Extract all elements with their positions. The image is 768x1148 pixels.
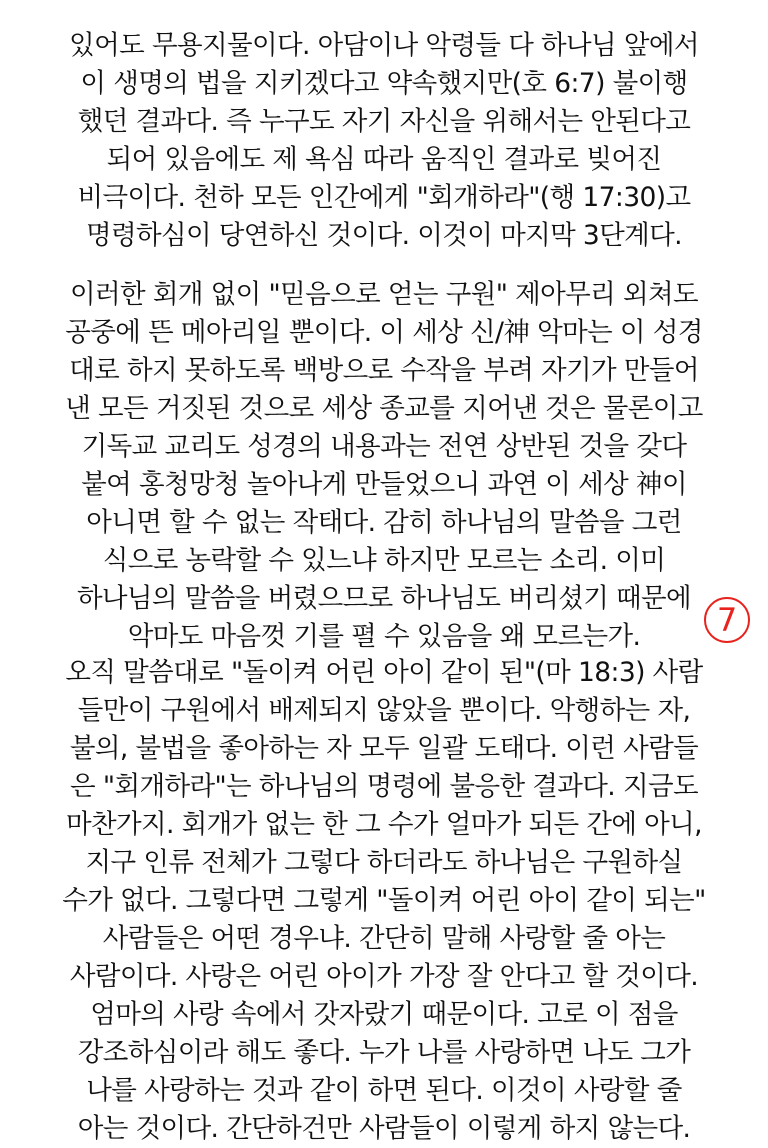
text-line: 은 "회개하라"는 하나님의 명령에 불응한 결과다. 지금도 <box>70 771 698 802</box>
text-line: 비극이다. 천하 모든 인간에게 "회개하라"(행 17:30)고 <box>77 182 691 213</box>
text-line: 식으로 농락할 수 있느냐 하지만 모르는 소리. 이미 <box>102 545 666 576</box>
paragraph-1 <box>8 27 760 255</box>
text-line: 공중에 뜬 메아리일 뿐이다. 이 세상 신/神 악마는 이 성경 <box>65 317 703 348</box>
text-line: 이 생명의 법을 지키겠다고 약속했지만(호 6:7) 불이행 <box>80 68 688 99</box>
text-line: 명령하심이 당연하신 것이다. 이것이 마지막 3단계다. <box>85 220 682 251</box>
text-line: 악마도 마음껏 기를 펼 수 있음을 왜 모르는가. <box>127 621 641 652</box>
text-line: 이러한 회개 없이 "믿음으로 얻는 구원" 제아무리 외쳐도 <box>70 279 698 310</box>
text-line: 되어 있음에도 제 욕심 따라 움직인 결과로 빚어진 <box>106 144 662 175</box>
text-line: 아니면 할 수 없는 작태다. 감히 하나님의 말씀을 그런 <box>86 507 682 538</box>
text-line: 하나님의 말씀을 버렸으므로 하나님도 버리셨기 때문에 <box>76 583 692 614</box>
text-line: 지구 인류 전체가 그렇다 하더라도 하나님은 구원하실 <box>85 847 683 878</box>
text-line: 강조하심이라 해도 좋다. 누가 나를 사랑하면 나도 그가 <box>77 1037 691 1068</box>
text-line: 엄마의 사랑 속에서 갓자랐기 때문이다. 고로 이 점을 <box>90 999 678 1030</box>
text-line: 들만이 구원에서 배제되지 않았을 뿐이다. 악행하는 자, <box>77 695 691 726</box>
text-line: 기독교 교리도 성경의 내용과는 전연 상반된 것을 갖다 <box>81 431 687 462</box>
paragraph-2 <box>8 276 760 656</box>
text-line: 오직 말씀대로 "돌이켜 어린 아이 같이 된"(마 18:3) 사람 <box>65 657 703 688</box>
text-line: 했던 결과다. 즉 누구도 자기 자신을 위해서는 안된다고 <box>77 106 691 137</box>
text-line: 불의, 불법을 좋아하는 자 모두 일괄 도태다. 이런 사람들 <box>69 733 699 764</box>
page-number-badge: 7 <box>704 597 750 643</box>
text-line: 있어도 무용지물이다. 아담이나 악령들 다 하나님 앞에서 <box>69 30 699 61</box>
text-line: 아는 것이다. 간단하건만 사람들이 이렇게 하지 않는다. <box>77 1113 691 1144</box>
text-line: 마찬가지. 회개가 없는 한 그 수가 얼마가 되든 간에 아니, <box>65 809 703 840</box>
text-line: 사람이다. 사랑은 어린 아이가 가장 잘 안다고 할 것이다. <box>69 961 699 992</box>
text-line: 붙여 홍청망청 놀아나게 만들었으니 과연 이 세상 神이 <box>81 469 687 500</box>
text-line: 나를 사랑하는 것과 같이 하면 된다. 이것이 사랑할 줄 <box>86 1075 682 1106</box>
text-line: 수가 없다. 그렇다면 그렇게 "돌이켜 어린 아이 같이 되는" <box>62 885 706 916</box>
paragraph-3 <box>8 654 760 1148</box>
text-line: 낸 모든 거짓된 것으로 세상 종교를 지어낸 것은 물론이고 <box>65 393 703 424</box>
text-line: 대로 하지 못하도록 백방으로 수작을 부려 자기가 만들어 <box>69 355 699 386</box>
text-line: 사람들은 어떤 경우냐. 간단히 말해 사랑할 줄 아는 <box>102 923 666 954</box>
